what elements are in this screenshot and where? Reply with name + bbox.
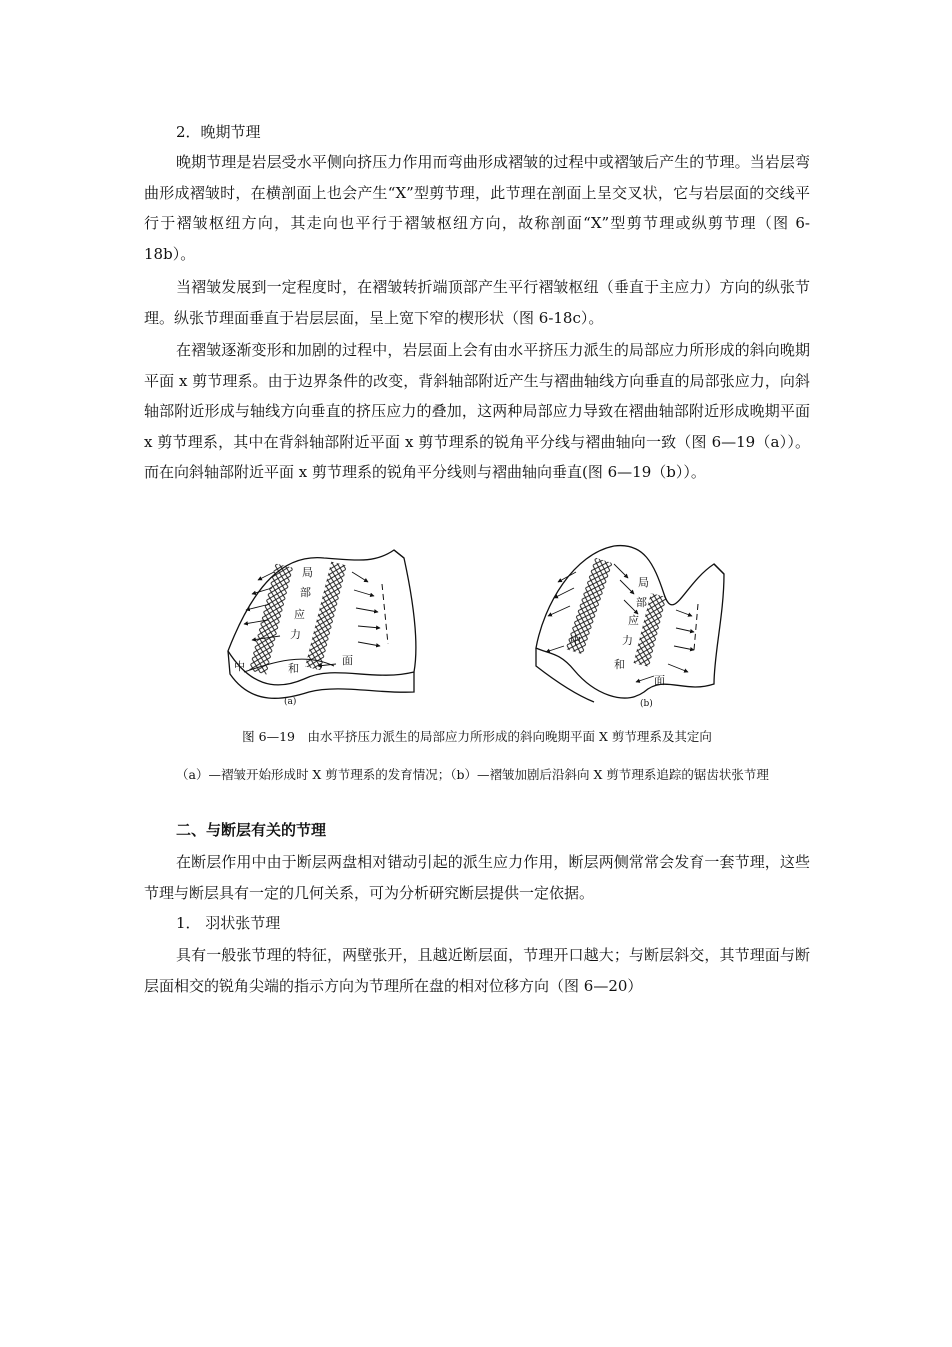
late-joints-heading: 2．晚期节理 [176, 123, 261, 141]
sub-caption-b: (b) [640, 699, 653, 709]
label-b-ju: 局 [638, 576, 649, 589]
label-a-he: 和 [288, 662, 299, 675]
label-a-ju: 局 [302, 566, 313, 579]
fault-joints-heading: 二、与断层有关的节理 [176, 821, 327, 839]
pinnate-joints-heading: 1． 羽状张节理 [176, 914, 281, 932]
label-b-bu: 部 [636, 596, 647, 609]
figure-note: （a）—褶皱开始形成时 X 剪节理系的发育情况；（b）—褶皱加剧后沿斜向 X 剪节理系追踪的锯齿状张节理 [176, 767, 769, 782]
label-a-mian: 面 [342, 654, 353, 667]
label-a-bu: 部 [300, 586, 311, 599]
sub-caption-a: (a) [284, 697, 297, 707]
label-a-li: 力 [290, 628, 301, 641]
label-b-mian: 面 [654, 674, 665, 687]
figure-6-19 [214, 524, 738, 714]
label-b-ying: 应 [628, 614, 639, 627]
label-a-ying: 应 [294, 608, 305, 621]
paragraph-pinnate-joints: 具有一般张节理的特征，两壁张开，且越近断层面，节理开口越大；与断层斜交，其节理面与断层面相交的锐角尖端的指示方向为节理所在盘的相对位移方向（图 6—20） [144, 946, 810, 995]
figure-caption: 图 6—19 由水平挤压力派生的局部应力所形成的斜向晚期平面 X 剪节理系及其定向 [242, 729, 712, 744]
paragraph-fault-joints: 在断层作用中由于断层两盘相对错动引起的派生应力作用，断层两侧常常会发育一套节理，这些节理与断层具有一定的几何关系，可为分析研究断层提供一定依据。 [144, 853, 810, 902]
paragraph-late-joints: 晚期节理是岩层受水平侧向挤压力作用而弯曲形成褶皱的过程中或褶皱后产生的节理。当岩层弯曲形成褶皱时，在横剖面上也会产生“X”型剪节理，此节理在剖面上呈交叉状，它与岩层面的交线平行于褶皱枢纽方向，其走向也平行于褶皱枢纽方向，故称剖面“X”型剪节理或纵剪节理（图 6-18b）。 [144, 153, 810, 263]
fold-block-a [228, 550, 416, 698]
paragraph-local-stress: 在褶皱逐渐变形和加剧的过程中，岩层面上会有由水平挤压力派生的局部应力所形成的斜向晚期平面 x 剪节理系。由于边界条件的改变，背斜轴部附近产生与褶曲轴线方向垂直的局部张应力，向斜轴部附近形成与轴线方向垂直的挤压应力的叠加，这两种局部应力导致在褶曲轴部附近形成晚期平面 x 剪节理系，其中在背斜轴部附近平面 x 剪节理系的锐角平分线与褶曲轴向一致（图 6—19（a））。而在向斜轴部附近平面 x 剪节理系的锐角平分线则与褶曲轴向垂直(图 6—19（b））。 [144, 341, 810, 481]
label-b-zhong: 中 [570, 634, 581, 647]
paragraph-longitudinal-tension: 当褶皱发展到一定程度时，在褶皱转折端顶部产生平行褶皱枢纽（垂直于主应力）方向的纵张节理。纵张节理面垂直于岩层层面，呈上宽下窄的楔形状（图 6-18c）。 [144, 278, 810, 327]
label-b-li: 力 [622, 634, 633, 647]
label-b-he: 和 [614, 658, 625, 671]
label-a-zhong: 中 [234, 660, 245, 673]
